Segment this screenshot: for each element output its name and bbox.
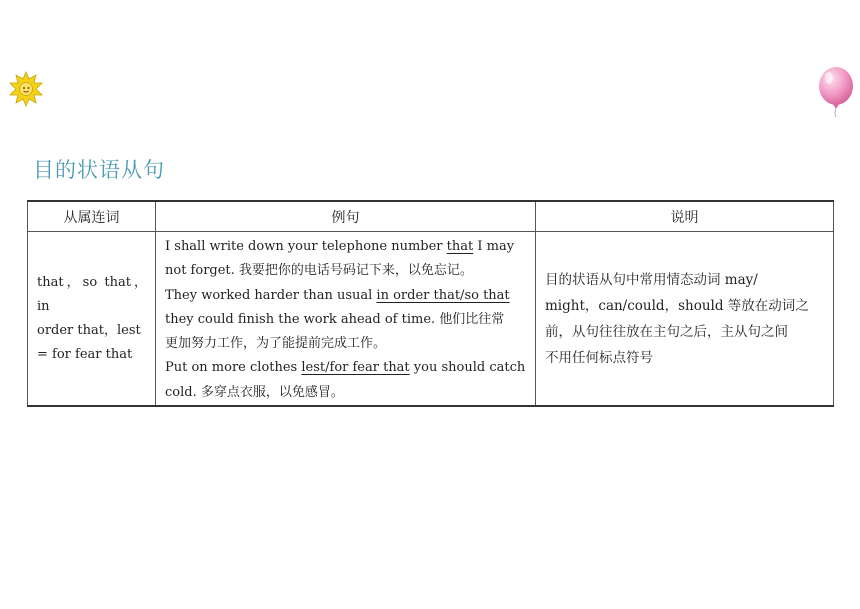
- conjunction-cell: [28, 232, 156, 407]
- conjunction-line: = for fear that: [37, 346, 133, 362]
- conjunction-line: order that，lest: [37, 322, 141, 338]
- example-line: not forget. 我要把你的电话号码记下来，以免忘记。: [165, 263, 473, 279]
- example-cell: [156, 232, 536, 407]
- explanation-line: 不用任何标点符号: [545, 349, 653, 366]
- balloon-icon: [816, 66, 856, 118]
- explanation-line: 目的状语从句中常用情态动词 may/: [545, 271, 758, 288]
- explanation-cell: [536, 232, 834, 407]
- grammar-table: [27, 200, 834, 407]
- example-line: They worked harder than usual in order that/so that: [165, 287, 510, 303]
- conjunction-line: that，so that，in: [37, 274, 147, 314]
- table-header-row: [28, 201, 834, 232]
- example-line: Put on more clothes lest/for fear that you should catch: [165, 360, 526, 376]
- underlined-conjunction: lest/for fear that: [301, 360, 410, 376]
- explanation-line: might，can/could，should 等放在动词之: [545, 297, 809, 314]
- sun-icon: [8, 71, 44, 107]
- underlined-conjunction: in order that/so that: [376, 287, 510, 303]
- example-line: I shall write down your telephone number that I may: [165, 239, 515, 254]
- example-line: 更加努力工作，为了能提前完成工作。: [165, 336, 387, 352]
- table-row: [28, 232, 834, 407]
- underlined-conjunction: that: [446, 239, 474, 254]
- example-line: they could finish the work ahead of time. 他们比往常: [165, 311, 505, 327]
- explanation-line: 前，从句往往放在主句之后，主从句之间: [545, 323, 788, 340]
- example-line: cold. 多穿点衣服，以免感冒。: [165, 384, 344, 400]
- section-title: 目的状语从句: [33, 158, 165, 182]
- column-header-explanation: 说明: [536, 201, 834, 232]
- column-header-example: 例句: [156, 201, 536, 232]
- column-header-conjunction: 从属连词: [28, 201, 156, 232]
